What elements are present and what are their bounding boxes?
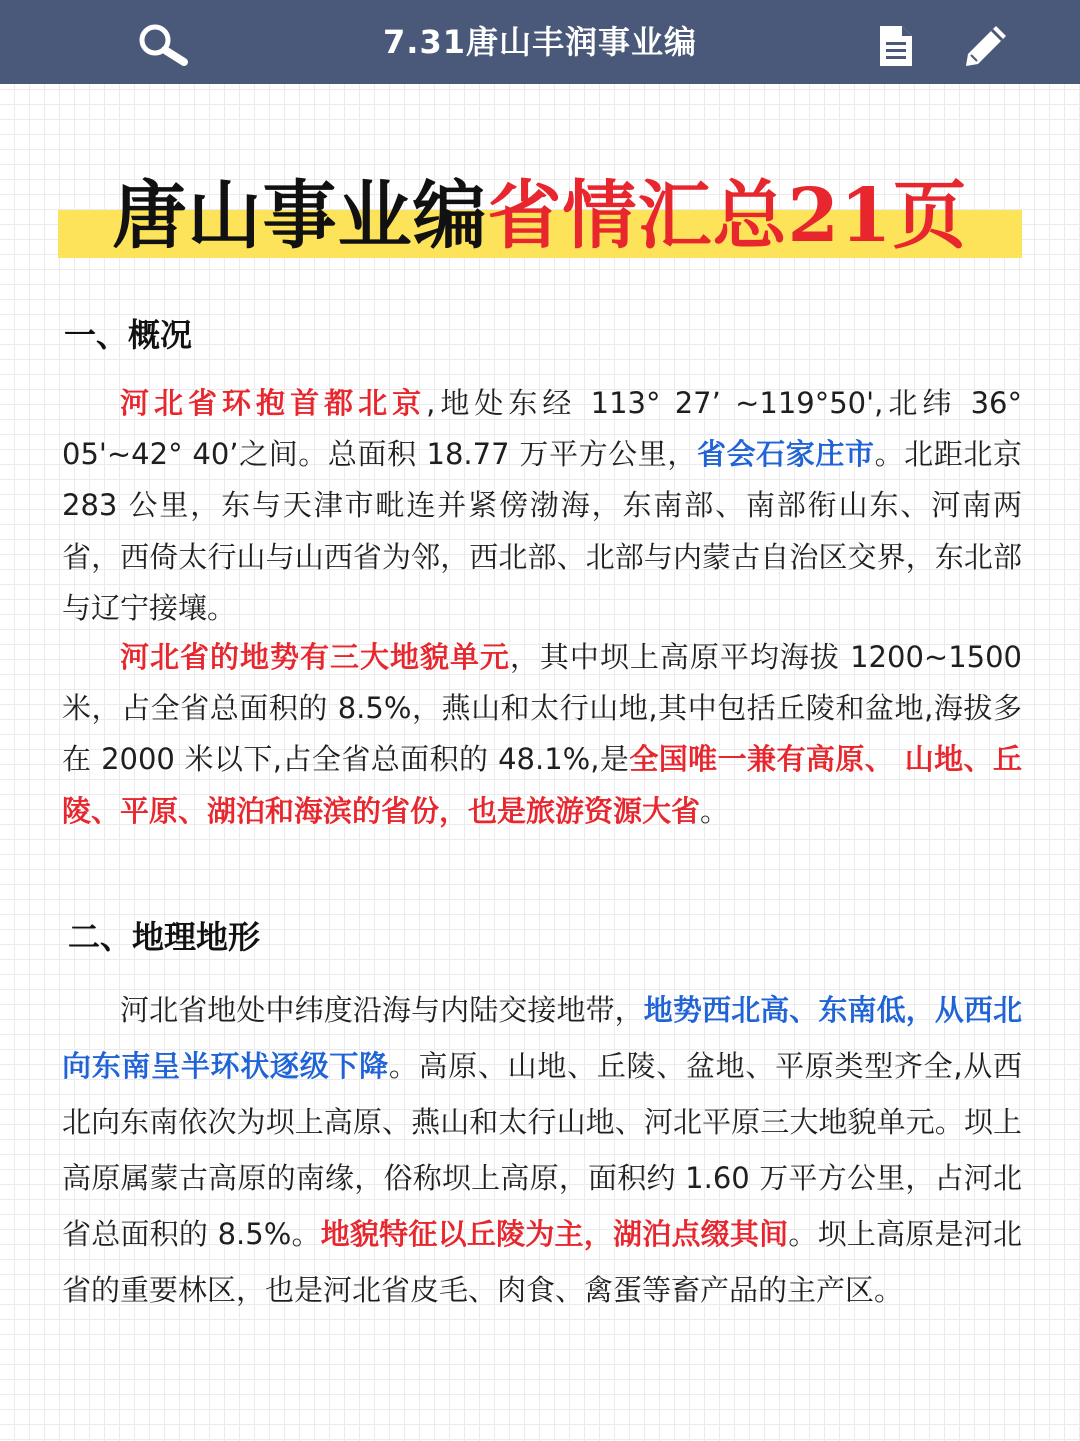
paragraph-text: 。高原、山地、丘陵、盆地、平原类型齐全,从西北向东南依次为坝上高原、燕山和太行山地、河北平原三大地貌单元。坝上高原属蒙古高原的南缘，俗称坝上高原，面积约 1.60 万平方公里，占河北省总面积的 8.5%。 [62, 1049, 1022, 1251]
paragraph-text: 。北距北京 283 公里，东与天津市毗连并紧傍渤海，东南部、南部衔山东、河南两省，西倚太行山与山西省为邻，西北部、北部与内蒙古自治区交界，东北部与辽宁接壤。 [62, 437, 1022, 625]
paragraph-text: ,地处东经 113° 27’ ~119°50',北纬 36° 05'~42° 40’之间。总面积 18.77 万平方公里， [62, 386, 1022, 472]
highlight-red: 河北省的地势有三大地貌单元 [120, 640, 510, 674]
paragraph-text: 。 [700, 793, 730, 828]
highlight-red: 河北省环抱首都北京 [120, 386, 427, 420]
headline [58, 170, 1022, 262]
overview-paragraph-2 [62, 632, 1022, 837]
page-title: 7.31唐山丰润事业编 [383, 23, 697, 61]
pencil-icon[interactable] [962, 22, 1010, 68]
headline-part-1: 唐山事业编 [112, 173, 488, 259]
document-icon[interactable] [878, 24, 914, 68]
highlight-red: 地貌特征以丘陵为主，湖泊点缀其间 [320, 1217, 789, 1251]
section-heading-geography: 二、地理地形 [68, 918, 261, 956]
paragraph-text: 河北省地处中纬度沿海与内陆交接地带， [120, 993, 644, 1027]
overview-paragraph-1 [62, 378, 1022, 634]
highlight-red: 全国唯一兼有高原、 山地、丘陵、平原、湖泊和海滨的省份，也是旅游资源大省 [62, 742, 1022, 828]
paragraph-text: 。坝上高原是河北省的重要林区，也是河北省皮毛、肉食、禽蛋等畜产品的主产区。 [62, 1217, 1022, 1307]
headline-part-2: 省情汇总21页 [487, 173, 968, 259]
top-bar [0, 0, 1080, 84]
highlight-blue: 地势西北高、东南低，从西北向东南呈半环状逐级下降 [62, 993, 1022, 1083]
geography-paragraph [62, 982, 1022, 1318]
paragraph-text: ，其中坝上高原平均海拔 1200~1500 米，占全省总面积的 8.5%，燕山和太行山地,其中包括丘陵和盆地,海拔多在 2000 米以下,占全省总面积的 48.1%,是 [62, 640, 1022, 777]
section-heading-overview: 一、概况 [64, 316, 193, 354]
highlight-blue: 省会石家庄市 [696, 437, 875, 472]
